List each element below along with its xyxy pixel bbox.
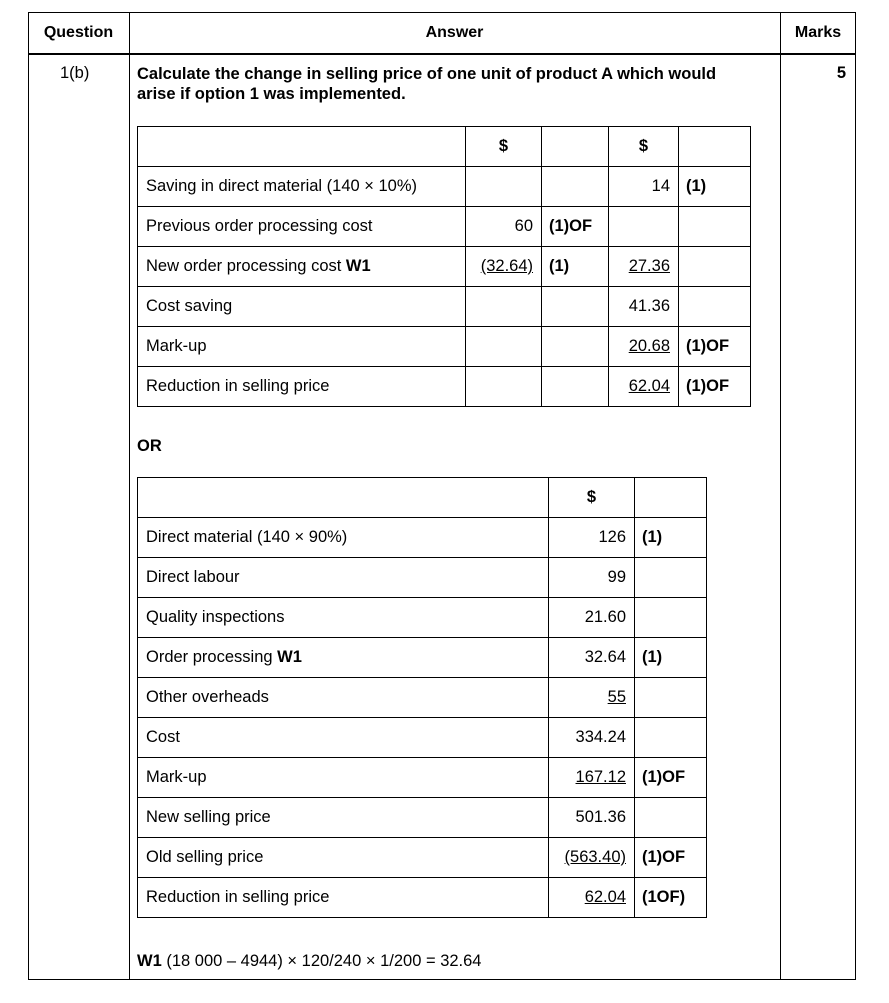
row-label	[138, 838, 549, 878]
mark-cell	[679, 247, 751, 287]
row-label-text: Direct labour	[146, 568, 240, 586]
table-row	[138, 518, 707, 558]
table-row	[138, 598, 707, 638]
amount-cell-value: 32.64	[584, 648, 626, 666]
amount-cell	[549, 758, 635, 798]
mark-cell: (1)OF	[635, 838, 707, 878]
amount-cell-value: 62.04	[584, 888, 626, 906]
header-cell	[679, 127, 751, 167]
row-label-text: Saving in direct material (140 × 10%)	[146, 177, 418, 195]
mark-cell: (1OF)	[635, 878, 707, 918]
table-row	[138, 167, 751, 207]
row-label	[138, 327, 466, 367]
amount-cell	[466, 247, 542, 287]
question-number: 1(b)	[60, 64, 90, 82]
working-label: W1	[137, 952, 162, 970]
row-label	[138, 207, 466, 247]
mark-cell: (1)	[542, 247, 609, 287]
row-label	[138, 167, 466, 207]
row-label	[138, 558, 549, 598]
mark-cell: (1)	[635, 518, 707, 558]
row-label-ref: W1	[345, 257, 371, 275]
amount-cell	[549, 878, 635, 918]
amount-cell	[549, 518, 635, 558]
mark-cell	[635, 558, 707, 598]
table-row	[138, 758, 707, 798]
row-label-text: Previous order processing cost	[146, 217, 373, 235]
amount-cell-value: 99	[607, 568, 626, 586]
table-row	[138, 718, 707, 758]
amount-cell	[466, 367, 542, 407]
header-divider	[28, 54, 856, 55]
amount-cell-value: 21.60	[584, 608, 626, 626]
mark-cell: (1)OF	[635, 758, 707, 798]
calculation-table-2	[137, 477, 707, 918]
amount-cell	[466, 287, 542, 327]
table-row	[138, 247, 751, 287]
amount-cell	[549, 838, 635, 878]
row-label-text: New selling price	[146, 808, 271, 826]
amount-cell	[466, 327, 542, 367]
row-label	[138, 287, 466, 327]
mark-cell: (1)	[679, 167, 751, 207]
amount-cell	[466, 167, 542, 207]
total-cell	[609, 367, 679, 407]
row-label-text: Cost	[146, 728, 180, 746]
total-cell	[609, 207, 679, 247]
table-row	[138, 798, 707, 838]
amount-cell	[549, 638, 635, 678]
amount-cell	[549, 558, 635, 598]
mark-cell: (1)	[635, 638, 707, 678]
amount-cell-value: 167.12	[575, 768, 626, 786]
header-cell	[635, 478, 707, 518]
table-row	[138, 558, 707, 598]
mark-cell: (1)OF	[679, 327, 751, 367]
row-label	[138, 598, 549, 638]
total-cell-value: 41.36	[628, 297, 670, 315]
row-label	[138, 367, 466, 407]
column-divider	[129, 12, 130, 980]
row-label-text: Reduction in selling price	[146, 888, 330, 906]
row-label-ref: W1	[277, 648, 302, 666]
amount-cell-value: 334.24	[575, 728, 626, 746]
header-cell: $	[466, 127, 542, 167]
total-cell-value: 62.04	[628, 377, 670, 395]
mark-cell: (1)OF	[679, 367, 751, 407]
header-cell	[542, 127, 609, 167]
table-row	[138, 678, 707, 718]
mark-cell	[542, 367, 609, 407]
row-label-text: Order processing	[146, 648, 278, 666]
table-row	[138, 638, 707, 678]
mark-cell	[542, 287, 609, 327]
row-label	[138, 878, 549, 918]
row-label-text: New order processing cost	[146, 257, 346, 275]
amount-cell-value: (563.40)	[564, 848, 626, 866]
header-cell: $	[549, 478, 635, 518]
table-row	[138, 838, 707, 878]
mark-cell	[635, 678, 707, 718]
or-label: OR	[137, 437, 162, 455]
total-cell	[609, 167, 679, 207]
amount-cell-value: 60	[514, 217, 533, 235]
table-row	[138, 207, 751, 247]
column-divider	[780, 12, 781, 980]
header-cell: $	[609, 127, 679, 167]
row-label	[138, 798, 549, 838]
row-label	[138, 247, 466, 287]
row-label	[138, 638, 549, 678]
row-label	[138, 518, 549, 558]
mark-cell	[635, 718, 707, 758]
working-note	[137, 952, 481, 971]
table-row	[138, 367, 751, 407]
mark-cell	[542, 327, 609, 367]
mark-cell	[635, 798, 707, 838]
header-marks: Marks	[780, 12, 856, 54]
mark-cell	[635, 598, 707, 638]
row-label-text: Mark-up	[146, 768, 207, 786]
amount-cell-value: (32.64)	[480, 257, 533, 275]
header-cell	[138, 478, 549, 518]
amount-cell-value: 126	[598, 528, 626, 546]
row-label-text: Other overheads	[146, 688, 269, 706]
total-cell	[609, 247, 679, 287]
mark-cell	[679, 287, 751, 327]
amount-cell	[549, 678, 635, 718]
table-row	[138, 878, 707, 918]
amount-cell-value: 55	[607, 688, 626, 706]
row-label-text: Old selling price	[146, 848, 264, 866]
question-text: Calculate the change in selling price of one unit of product A which would arise if option 1 was implemented.	[137, 65, 717, 103]
calculation-table-1	[137, 126, 751, 407]
amount-cell	[549, 718, 635, 758]
mark-cell	[542, 167, 609, 207]
header-cell	[138, 127, 466, 167]
row-label	[138, 758, 549, 798]
total-cell	[609, 327, 679, 367]
total-cell-value: 27.36	[628, 257, 670, 275]
header-question: Question	[28, 12, 129, 54]
working-text: (18 000 – 4944) × 120/240 × 1/200 = 32.64	[161, 952, 482, 970]
row-label	[138, 678, 549, 718]
amount-cell	[549, 798, 635, 838]
row-label-text: Quality inspections	[146, 608, 285, 626]
row-label-text: Mark-up	[146, 337, 207, 355]
table-row	[138, 327, 751, 367]
row-label-text: Direct material (140 × 90%)	[146, 528, 348, 546]
amount-cell	[549, 598, 635, 638]
row-label-text: Reduction in selling price	[146, 377, 330, 395]
amount-cell	[466, 207, 542, 247]
table-header-row	[138, 478, 707, 518]
marks-value: 5	[836, 64, 846, 82]
amount-cell-value: 501.36	[575, 808, 626, 826]
mark-cell	[679, 207, 751, 247]
mark-cell: (1)OF	[542, 207, 609, 247]
header-answer: Answer	[129, 12, 780, 54]
total-cell-value: 20.68	[628, 337, 670, 355]
table-row	[138, 287, 751, 327]
table-header-row	[138, 127, 751, 167]
total-cell	[609, 287, 679, 327]
row-label	[138, 718, 549, 758]
row-label-text: Cost saving	[146, 297, 233, 315]
total-cell-value: 14	[651, 177, 670, 195]
